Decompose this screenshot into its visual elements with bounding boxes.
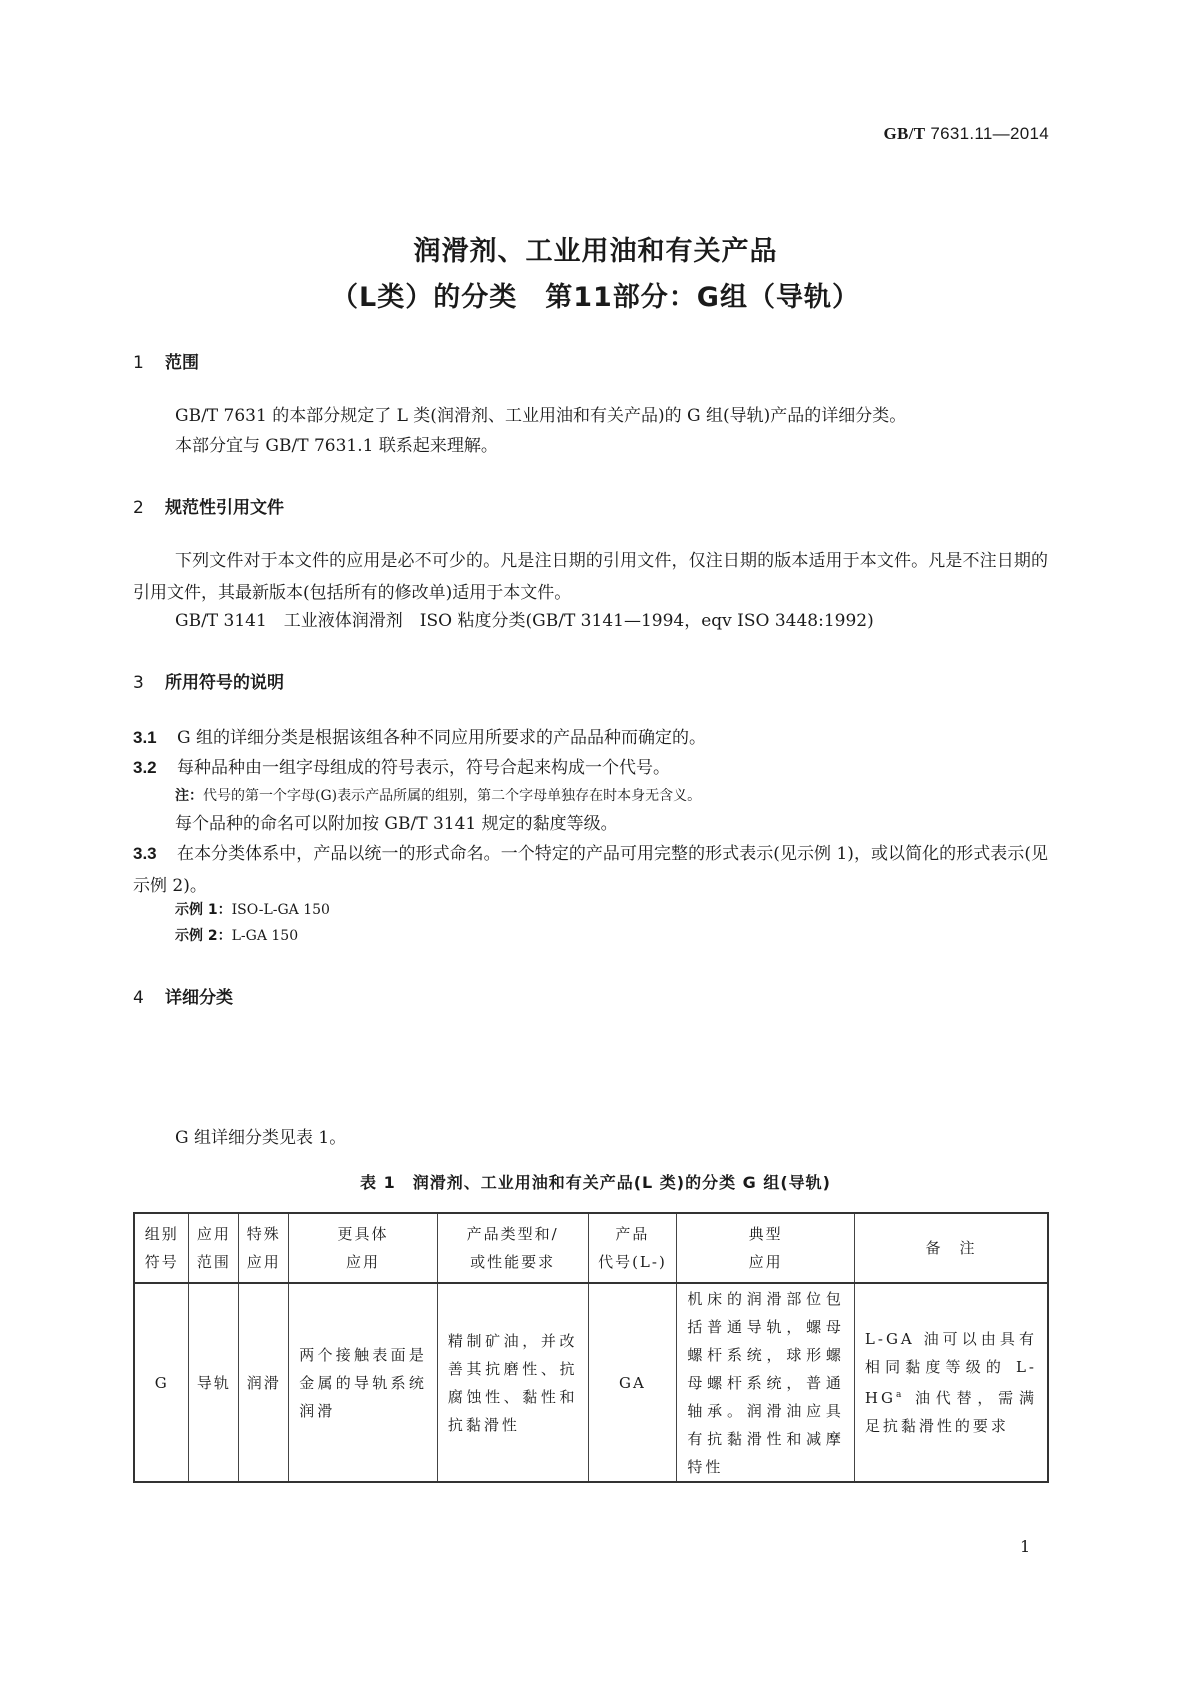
references-paragraph: 下列文件对于本文件的应用是必不可少的。凡是注日期的引用文件，仅注日期的版本适用于本文件。凡是不注日期的引用文件，其最新版本(包括所有的修改单)适用于本文件。 (133, 551, 1048, 603)
table-caption: 表 1 润滑剂、工业用油和有关产品(L 类)的分类 G 组(导轨) (360, 1173, 831, 1192)
cell-group-symbol: G (134, 1283, 189, 1482)
page-number: 1 (1020, 1537, 1031, 1556)
cell-specific-application: 两个接触表面是金属的导轨系统润滑 (289, 1283, 438, 1482)
section-number: 2 (133, 498, 144, 518)
example-label: 示例 1： (175, 902, 232, 918)
subsection-3-2 (133, 752, 1048, 784)
section-heading-detailed-classification (133, 983, 233, 1008)
viscosity-grade-paragraph: 每个品种的命名可以附加按 GB/T 3141 规定的黏度等级。 (175, 814, 618, 834)
cell-product-type: 精制矿油，并改善其抗磨性、抗腐蚀性、黏性和抗黏滑性 (437, 1283, 588, 1482)
subsection-number: 3.2 (133, 758, 157, 777)
header-application-scope: 应用 范围 (189, 1213, 239, 1283)
subsection-3-1 (133, 722, 1048, 754)
subsection-text: 每种品种由一组字母组成的符号表示，符号合起来构成一个代号。 (177, 758, 670, 778)
example-value: L-GA 150 (231, 928, 299, 944)
section-number: 1 (133, 353, 144, 373)
subsection-number: 3.3 (133, 844, 157, 863)
note-text: 代号的第一个字母(G)表示产品所属的组别，第二个字母单独存在时本身无含义。 (203, 788, 702, 804)
section-heading-normative-references (133, 493, 284, 518)
header-product-code: 产品 代号(L-) (588, 1213, 677, 1283)
example-1 (175, 899, 330, 921)
example-2 (175, 925, 298, 947)
table-header-row (134, 1213, 1048, 1283)
document-title-line2: （L类）的分类 第11部分：G组（导轨） (331, 282, 860, 313)
header-product-type: 产品类型和/ 或性能要求 (437, 1213, 588, 1283)
scope-paragraph-1: GB/T 7631 的本部分规定了 L 类(润滑剂、工业用油和有关产品)的 G 组(导轨)产品的详细分类。 (175, 406, 907, 426)
subsection-text: 在本分类体系中，产品以统一的形式命名。一个特定的产品可用完整的形式表示(见示例 1)，或以简化的形式表示(见示例 2)。 (133, 844, 1048, 896)
section-number: 3 (133, 673, 144, 693)
section-title: 所用符号的说明 (165, 673, 284, 693)
standard-number: 7631.11—2014 (930, 124, 1049, 143)
cell-application-scope: 导轨 (189, 1283, 239, 1482)
scope-paragraph-2: 本部分宜与 GB/T 7631.1 联系起来理解。 (175, 436, 498, 456)
classification-table (133, 1212, 1049, 1483)
example-label: 示例 2： (175, 928, 232, 944)
table-reference-paragraph: G 组详细分类见表 1。 (175, 1128, 347, 1148)
subsection-number: 3.1 (133, 728, 157, 747)
footnote-marker: a (896, 1390, 905, 1400)
header-special-application: 特殊 应用 (239, 1213, 289, 1283)
example-value: ISO-L-GA 150 (231, 902, 330, 918)
header-remarks: 备 注 (854, 1213, 1048, 1283)
section-number: 4 (133, 988, 144, 1008)
subsection-3-3 (133, 838, 1048, 902)
document-title-line1: 润滑剂、工业用油和有关产品 (413, 236, 778, 267)
standard-prefix: GB/T (883, 124, 926, 143)
cell-typical-application: 机床的润滑部位包括普通导轨，螺母螺杆系统，球形螺母螺杆系统，普通轴承。润滑油应具有抗黏滑性和减摩特性 (677, 1283, 855, 1482)
section-title: 详细分类 (165, 988, 233, 1008)
section-heading-symbols (133, 668, 284, 693)
note (175, 785, 701, 807)
note-label: 注： (175, 788, 203, 804)
table-row (134, 1283, 1048, 1482)
header-group-symbol: 组别 符号 (134, 1213, 189, 1283)
header-typical-application: 典型 应用 (677, 1213, 855, 1283)
section-title: 范围 (165, 353, 199, 373)
section-heading-scope (133, 348, 199, 373)
cell-product-code: GA (588, 1283, 677, 1482)
cell-special-application: 润滑 (239, 1283, 289, 1482)
cell-remarks: L-GA 油可以由具有相同黏度等级的 $L-HG^a$ 油代替，需满足抗黏滑性的要求 (854, 1283, 1048, 1482)
subsection-text: G 组的详细分类是根据该组各种不同应用所要求的产品品种而确定的。 (177, 728, 706, 748)
reference-entry-gbt3141: GB/T 3141 工业液体润滑剂 ISO 粘度分类(GB/T 3141—1994，eqv ISO 3448:1992) (175, 611, 874, 631)
section-title: 规范性引用文件 (165, 498, 284, 518)
header-specific-application: 更具体 应用 (289, 1213, 438, 1283)
standard-code (884, 124, 1049, 144)
